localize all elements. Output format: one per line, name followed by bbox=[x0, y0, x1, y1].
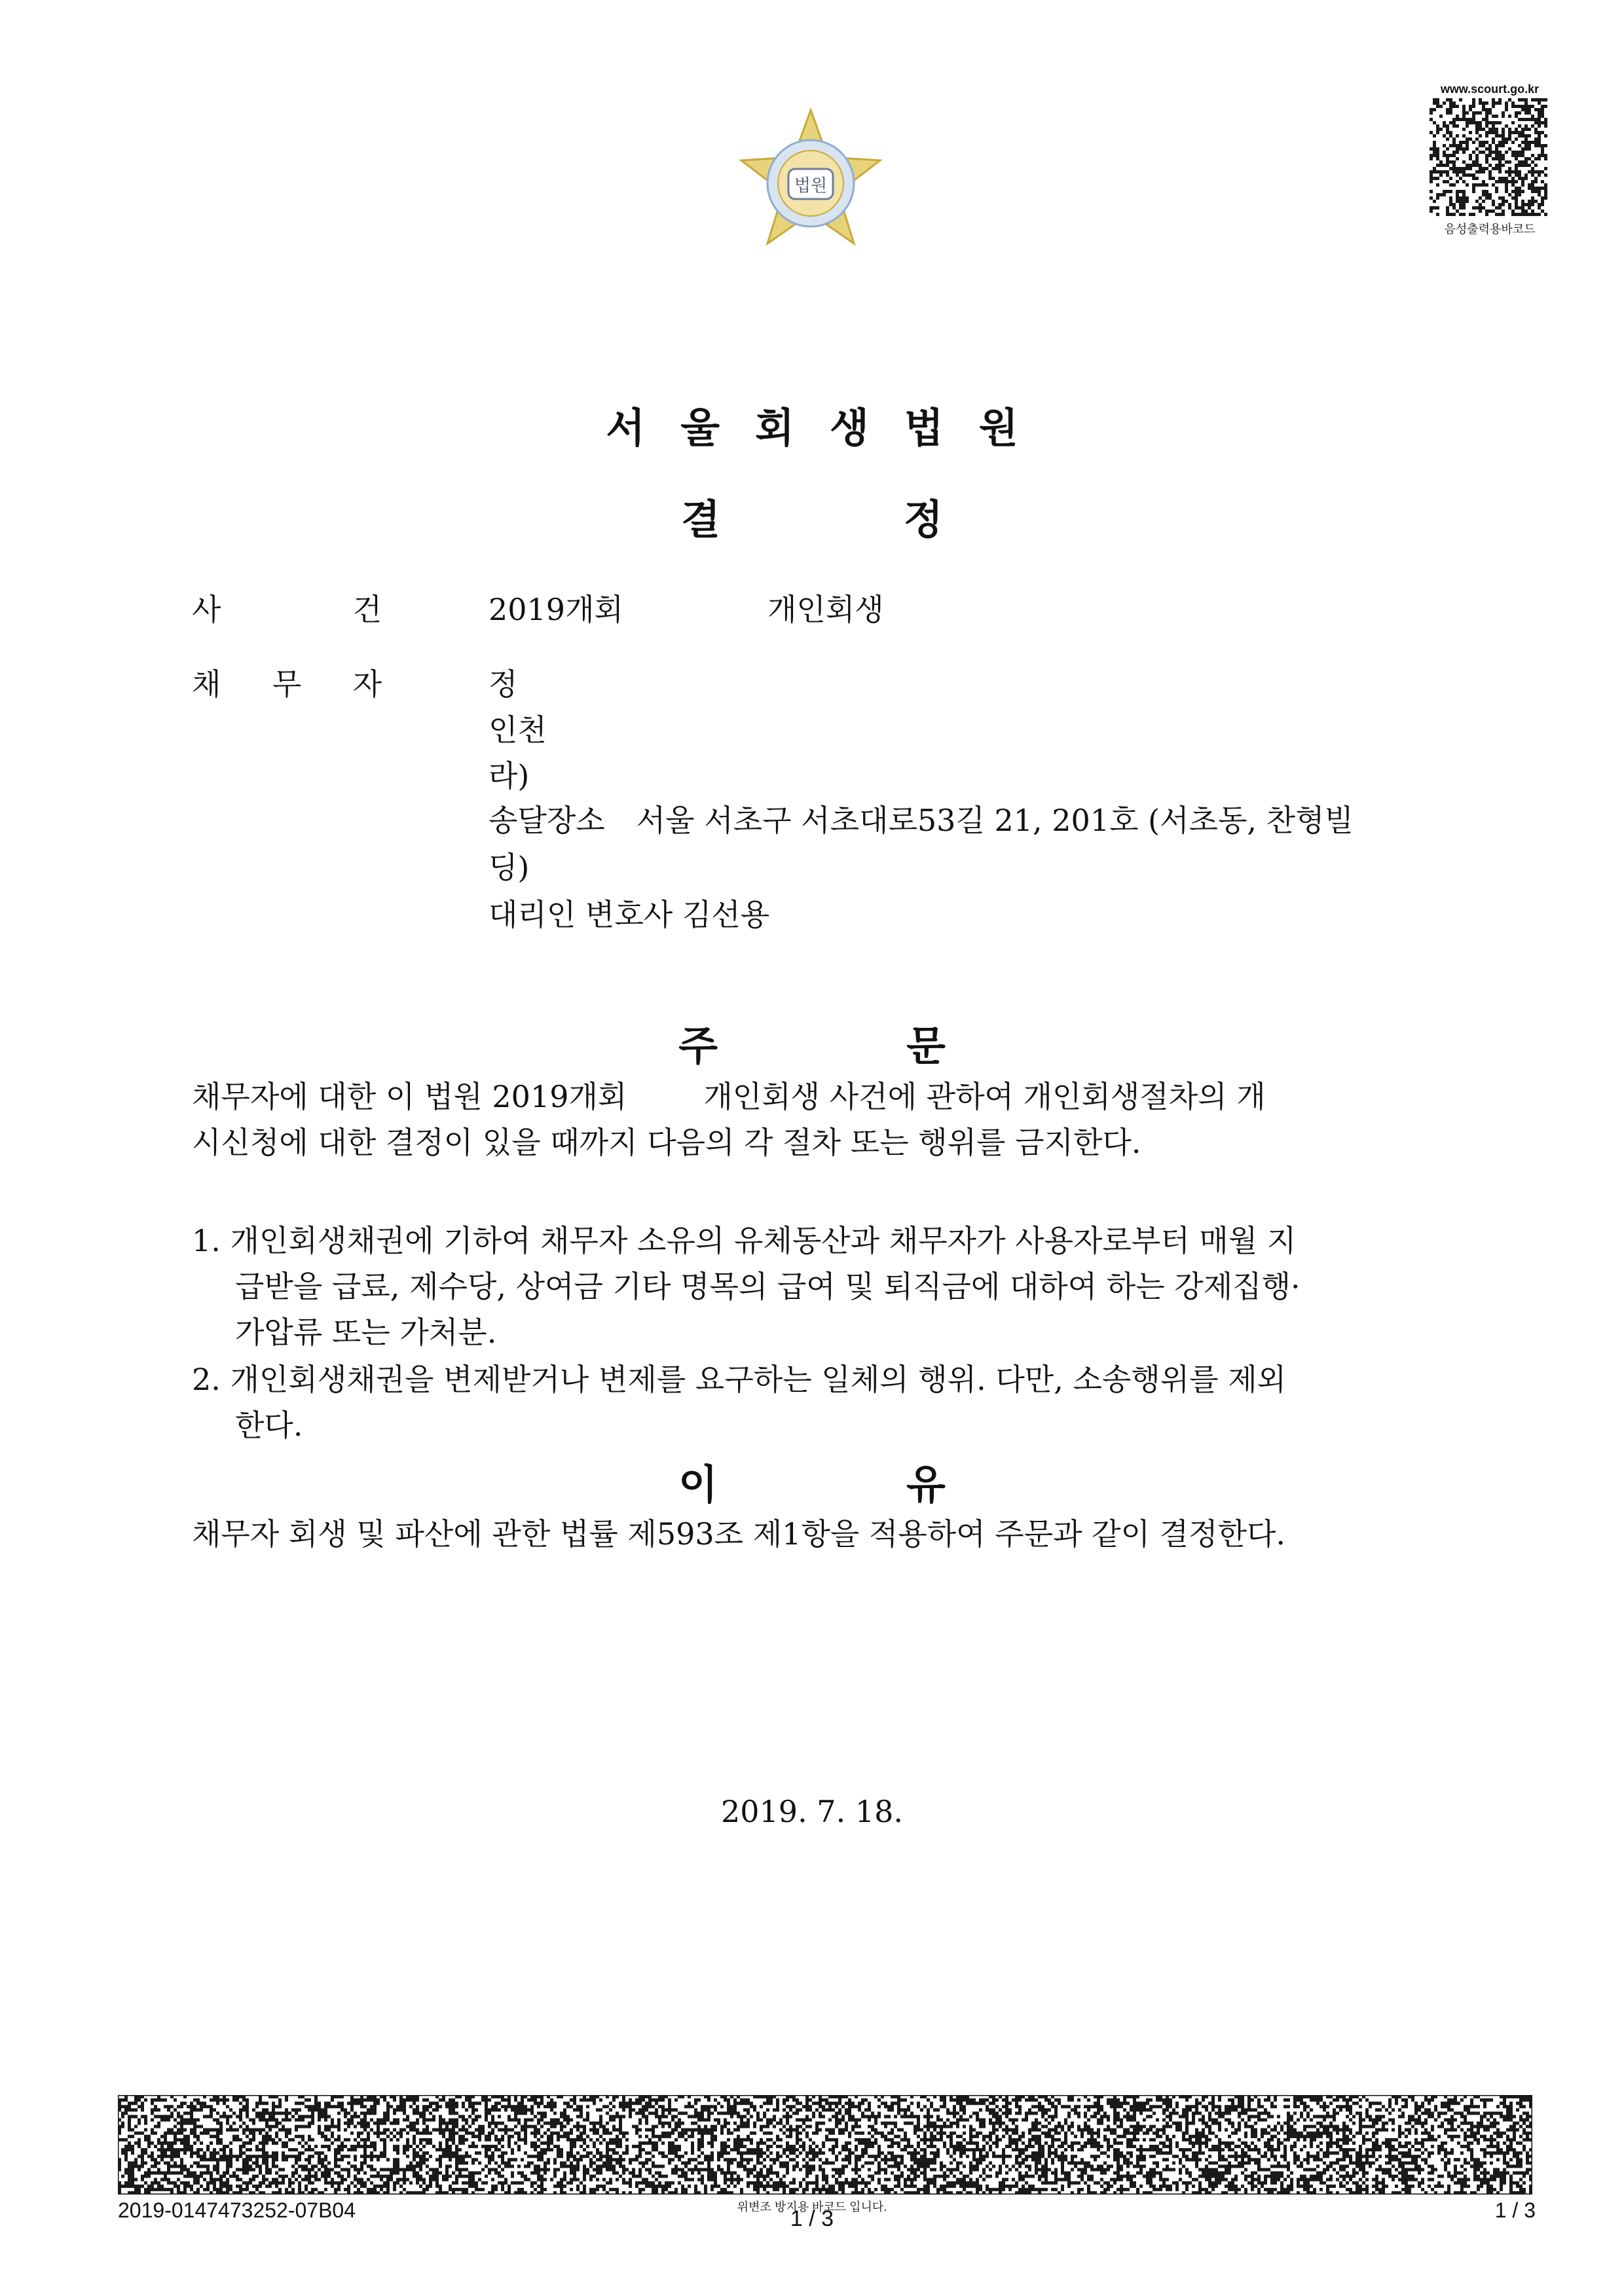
decision-date: 2019. 7. 18. bbox=[721, 1794, 903, 1829]
debtor-address-line-1: 인천 bbox=[489, 712, 547, 748]
legal-agent: 대리인 변호사 김선용 bbox=[489, 897, 770, 932]
reason-heading: 이 유 bbox=[678, 1461, 946, 1508]
order-item-2: 2. 개인회생채권을 변제받거나 변제를 요구하는 일체의 행위. 다만, 소송행위를 제외 한다. bbox=[192, 1362, 1287, 1443]
voice-output-qr-code bbox=[1430, 98, 1547, 216]
debtor-address-line-2: 라) bbox=[489, 758, 530, 793]
order-item-1: 1. 개인회생채권에 기하여 채무자 소유의 유체동산과 채무자가 사용자로부터 매월 지 급받을 급료, 제수당, 상여금 기타 명목의 급여 및 퇴직금에 대하여 하는 강제집행· 가압류 또는 가처분. bbox=[192, 1223, 1301, 1350]
page-number-right: 1 / 3 bbox=[1494, 2198, 1536, 2222]
debtor-label: 채 무 자 bbox=[192, 666, 382, 702]
page-number-center: 1 / 3 bbox=[790, 2206, 834, 2231]
case-label: 사 건 bbox=[192, 592, 382, 627]
case-type: 개인회생 bbox=[767, 592, 884, 627]
service-address bbox=[489, 797, 1431, 843]
service-address-value: 서울 서초구 서초대로53길 21, 201호 (서초동, 찬형빌 bbox=[636, 803, 1354, 838]
document-title: 결 정 bbox=[681, 496, 943, 543]
reason-text: 채무자 회생 및 파산에 관한 법률 제593조 제1항을 적용하여 주문과 같이 결정한다. bbox=[192, 1516, 1286, 1552]
qr-url-label: www.scourt.go.kr bbox=[1440, 82, 1540, 96]
anti-forgery-barcode bbox=[118, 2095, 1532, 2195]
service-address-label: 송달장소 bbox=[489, 803, 605, 838]
debtor-name: 정 bbox=[489, 666, 518, 702]
anti-forgery-note: 위변조 방지용 바코드 입니다. bbox=[737, 2200, 887, 2214]
court-emblem-logo bbox=[732, 103, 889, 254]
order-heading: 주 문 bbox=[678, 1022, 946, 1070]
qr-caption: 음성출력용바코드 bbox=[1444, 223, 1536, 236]
court-name: 서 울 회 생 법 원 bbox=[606, 404, 1018, 452]
service-address-continued: 딩) bbox=[489, 850, 530, 885]
case-number: 2019개회 bbox=[489, 592, 623, 627]
order-intro: 채무자에 대한 이 법원 2019개회 개인회생 사건에 관하여 개인회생절차의 개 시신청에 대한 결정이 있을 때까지 다음의 각 절차 또는 행위를 금지한다. bbox=[192, 1079, 1266, 1160]
emblem-text: 법원 bbox=[794, 176, 828, 196]
document-id: 2019-0147473252-07B04 bbox=[118, 2198, 356, 2222]
